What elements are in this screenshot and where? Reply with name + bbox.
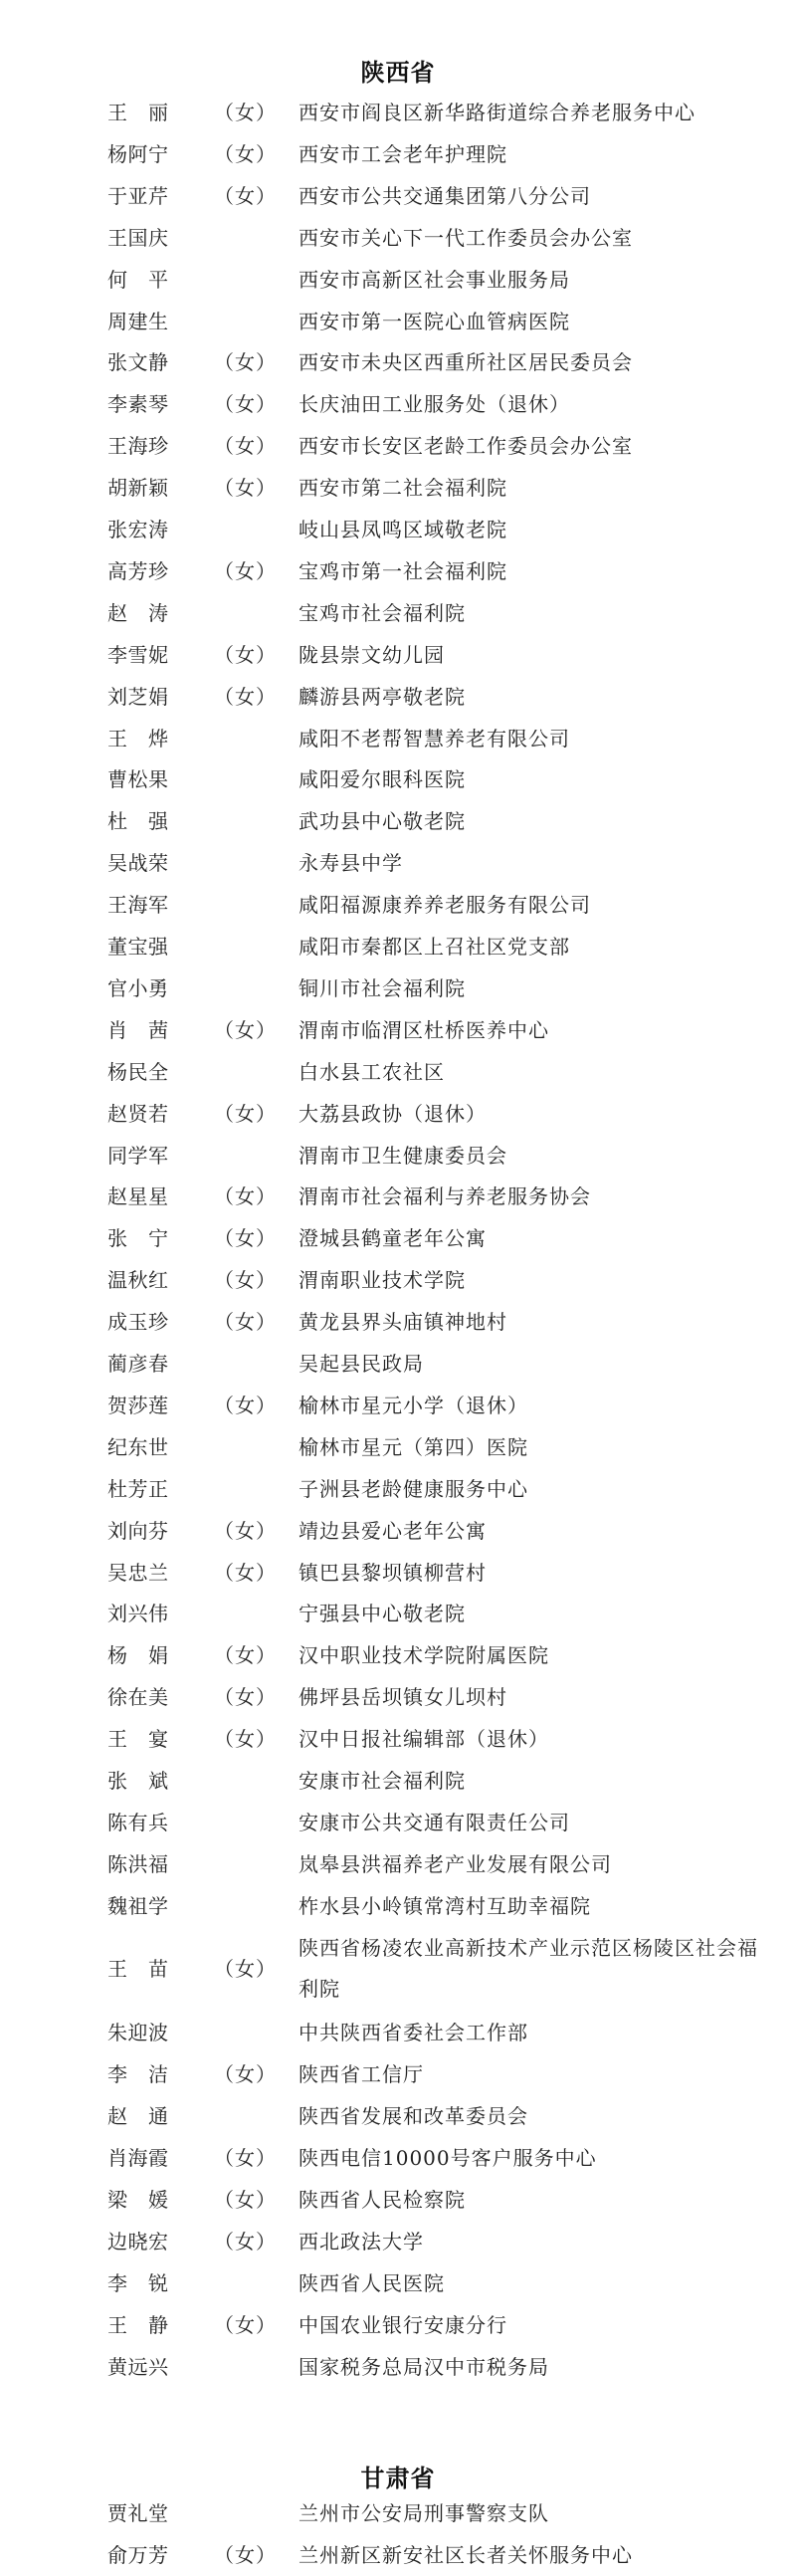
gender-mark: （女）	[214, 2188, 277, 2213]
person-name: 李 锐	[107, 2270, 169, 2295]
gender-mark: （女）	[214, 2543, 277, 2567]
gender-mark: （女）	[214, 141, 277, 166]
list-item	[0, 176, 796, 216]
person-name: 王国庆	[107, 225, 169, 250]
gender-mark: （女）	[214, 2229, 277, 2254]
gender-mark: （女）	[214, 476, 277, 501]
gender-mark: （女）	[214, 1685, 277, 1710]
list-item	[0, 1136, 796, 1176]
person-name: 徐在美	[107, 1685, 169, 1710]
person-name: 黄远兴	[107, 2354, 169, 2379]
list-item	[0, 1635, 796, 1675]
list-item	[0, 1511, 796, 1551]
organization: 咸阳不老帮智慧养老有限公司	[298, 726, 570, 751]
organization: 柞水县小岭镇常湾村互助幸福院	[298, 1893, 591, 1918]
list-item	[0, 1218, 796, 1258]
list-item	[0, 134, 796, 174]
organization: 国家税务总局汉中市税务局	[298, 2354, 549, 2379]
person-name: 张文静	[107, 350, 169, 375]
person-name: 杜芳正	[107, 1476, 169, 1501]
organization: 陕西省工信厅	[298, 2062, 424, 2087]
organization: 安康市社会福利院	[298, 1769, 466, 1793]
organization: 西安市第一医院心血管病医院	[298, 309, 570, 333]
organization: 兰州市公安局刑事警察支队	[298, 2501, 549, 2525]
organization: 白水县工农社区	[298, 1059, 445, 1084]
person-name: 官小勇	[107, 975, 169, 1000]
list-item	[0, 510, 796, 549]
list-item	[0, 2222, 796, 2261]
person-name: 王 宴	[107, 1727, 169, 1752]
organization: 武功县中心敬老院	[298, 809, 466, 834]
organization: 澄城县鹤童老年公寓	[298, 1226, 487, 1251]
organization: 宁强县中心敬老院	[298, 1602, 466, 1626]
person-name: 边晓宏	[107, 2229, 169, 2254]
list-item	[0, 677, 796, 717]
gender-mark: （女）	[214, 101, 277, 124]
person-name: 杨民全	[107, 1059, 169, 1084]
list-item	[0, 218, 796, 258]
list-item	[0, 2013, 796, 2052]
organization: 麟游县两亭敬老院	[298, 684, 466, 709]
person-name: 杨阿宁	[107, 141, 169, 166]
person-name: 肖海霞	[107, 2146, 169, 2171]
list-item	[0, 759, 796, 799]
list-item	[0, 1386, 796, 1425]
list-item	[0, 719, 796, 758]
person-name: 杨 娟	[107, 1643, 169, 1668]
organization: 永寿县中学	[298, 851, 403, 876]
organization: 子洲县老龄健康服务中心	[298, 1476, 528, 1501]
person-name: 李 洁	[107, 2062, 169, 2087]
organization: 西安市公共交通集团第八分公司	[298, 183, 591, 208]
person-name: 董宝强	[107, 935, 169, 959]
person-name: 王 烨	[107, 726, 169, 751]
gender-mark: （女）	[214, 1101, 277, 1126]
organization: 西安市工会老年护理院	[298, 141, 507, 166]
list-item	[0, 2263, 796, 2303]
organization: 长庆油田工业服务处（退休）	[298, 392, 570, 417]
gender-mark: （女）	[214, 558, 277, 583]
list-item	[0, 384, 796, 424]
organization: 镇巴县黎坝镇柳营村	[298, 1560, 487, 1585]
organization: 咸阳福源康养养老服务有限公司	[298, 893, 591, 918]
person-name: 王海珍	[107, 434, 169, 459]
gender-mark: （女）	[214, 684, 277, 709]
person-name: 赵 通	[107, 2104, 169, 2129]
list-item	[0, 2096, 796, 2136]
person-name: 贺莎莲	[107, 1393, 169, 1417]
list-item	[0, 1553, 796, 1593]
organization: 兰州新区新安社区长者关怀服务中心	[298, 2543, 633, 2567]
person-name: 胡新颖	[107, 476, 169, 501]
gender-mark: （女）	[214, 2312, 277, 2337]
organization: 黄龙县界头庙镇神地村	[298, 1310, 507, 1335]
list-item	[0, 426, 796, 466]
gender-mark: （女）	[214, 1310, 277, 1335]
organization: 陕西电信10000号客户服务中心	[298, 2146, 597, 2171]
gender-mark: （女）	[214, 1518, 277, 1543]
list-item	[0, 635, 796, 675]
gender-mark: （女）	[214, 183, 277, 208]
list-item	[0, 1886, 796, 1926]
list-item	[0, 1427, 796, 1467]
organization: 汉中职业技术学院附属医院	[298, 1643, 549, 1668]
organization: 渭南市卫生健康委员会	[298, 1143, 507, 1168]
person-name: 刘兴伟	[107, 1602, 169, 1626]
person-name: 张宏涛	[107, 518, 169, 541]
organization: 安康市公共交通有限责任公司	[298, 1810, 570, 1834]
gender-mark: （女）	[214, 642, 277, 667]
person-name: 同学军	[107, 1143, 169, 1168]
organization: 岚皋县洪福养老产业发展有限公司	[298, 1851, 612, 1876]
list-item	[0, 1344, 796, 1384]
gender-mark: （女）	[214, 1184, 277, 1209]
person-name: 李雪妮	[107, 642, 169, 667]
organization: 咸阳市秦都区上召社区党支部	[298, 935, 570, 959]
list-item	[0, 260, 796, 300]
gender-mark: （女）	[214, 1727, 277, 1752]
list-item	[0, 1594, 796, 1633]
person-name: 赵星星	[107, 1184, 169, 1209]
organization: 陕西省杨凌农业高新技术产业示范区杨陵区社会福利院	[298, 1935, 758, 2001]
person-name: 张 宁	[107, 1226, 169, 1251]
list-item	[0, 1260, 796, 1300]
organization: 西安市高新区社会事业服务局	[298, 267, 570, 292]
organization: 中国农业银行安康分行	[298, 2312, 507, 2337]
person-name: 李素琴	[107, 392, 169, 417]
person-name: 刘向芬	[107, 1518, 169, 1543]
list-item	[0, 801, 796, 841]
list-item	[0, 2305, 796, 2345]
organization: 榆林市星元（第四）医院	[298, 1434, 528, 1459]
person-name: 王 静	[107, 2312, 169, 2337]
organization: 陇县崇文幼儿园	[298, 642, 445, 667]
gender-mark: （女）	[214, 1643, 277, 1668]
list-item	[0, 1928, 796, 2010]
gender-mark: （女）	[214, 1393, 277, 1417]
list-item	[0, 1052, 796, 1092]
organization: 渭南市临渭区杜桥医养中心	[298, 1017, 549, 1042]
organization: 佛坪县岳坝镇女儿坝村	[298, 1685, 507, 1710]
organization: 咸阳爱尔眼科医院	[298, 767, 466, 792]
organization: 西安市第二社会福利院	[298, 476, 507, 501]
organization: 吴起县民政局	[298, 1352, 424, 1376]
gender-mark: （女）	[214, 434, 277, 459]
organization: 中共陕西省委社会工作部	[298, 2021, 528, 2045]
organization: 西安市长安区老龄工作委员会办公室	[298, 434, 633, 459]
person-name: 杜 强	[107, 809, 169, 834]
list-item	[0, 2180, 796, 2220]
person-name: 王 丽	[107, 101, 169, 124]
person-name: 吴战荣	[107, 851, 169, 876]
organization: 西安市阎良区新华路街道综合养老服务中心	[298, 101, 696, 124]
organization: 西安市未央区西重所社区居民委员会	[298, 350, 633, 375]
list-item	[0, 2535, 796, 2575]
person-name: 赵贤若	[107, 1101, 169, 1126]
person-name: 王 苗	[107, 1956, 169, 1981]
organization: 宝鸡市第一社会福利院	[298, 558, 507, 583]
organization: 渭南职业技术学院	[298, 1268, 466, 1293]
person-name: 俞万芳	[107, 2543, 169, 2567]
list-item	[0, 2054, 796, 2094]
person-name: 梁 媛	[107, 2188, 169, 2213]
gender-mark: （女）	[214, 2146, 277, 2171]
list-item	[0, 968, 796, 1008]
person-name: 曹松果	[107, 767, 169, 792]
gender-mark: （女）	[214, 1956, 277, 1981]
person-name: 周建生	[107, 309, 169, 333]
organization: 宝鸡市社会福利院	[298, 600, 466, 625]
person-name: 陈有兵	[107, 1810, 169, 1834]
organization: 岐山县凤鸣区域敬老院	[298, 518, 507, 541]
section-title-shaanxi: 陕西省	[360, 58, 436, 87]
list-item	[0, 843, 796, 883]
list-item	[0, 885, 796, 925]
gender-mark: （女）	[214, 1560, 277, 1585]
gender-mark: （女）	[214, 392, 277, 417]
list-item	[0, 1469, 796, 1509]
organization: 渭南市社会福利与养老服务协会	[298, 1184, 591, 1209]
person-name: 于亚芹	[107, 183, 169, 208]
gender-mark: （女）	[214, 350, 277, 375]
gender-mark: （女）	[214, 2062, 277, 2087]
person-name: 刘芝娟	[107, 684, 169, 709]
list-item	[0, 551, 796, 591]
list-item	[0, 1177, 796, 1216]
person-name: 贾礼堂	[107, 2501, 169, 2525]
organization: 汉中日报社编辑部（退休）	[298, 1727, 549, 1752]
person-name: 纪东世	[107, 1434, 169, 1459]
section-title-gansu: 甘肃省	[360, 2464, 436, 2492]
list-item	[0, 468, 796, 508]
list-item	[0, 342, 796, 382]
list-item	[0, 593, 796, 633]
organization: 陕西省人民检察院	[298, 2188, 466, 2213]
gender-mark: （女）	[214, 1226, 277, 1251]
person-name: 蔺彦春	[107, 1352, 169, 1376]
person-name: 朱迎波	[107, 2021, 169, 2045]
organization: 大荔县政协（退休）	[298, 1101, 487, 1126]
person-name: 何 平	[107, 267, 169, 292]
person-name: 魏祖学	[107, 1893, 169, 1918]
organization: 陕西省人民医院	[298, 2270, 445, 2295]
list-item	[0, 2493, 796, 2533]
person-name: 吴忠兰	[107, 1560, 169, 1585]
person-name: 高芳珍	[107, 558, 169, 583]
list-item	[0, 927, 796, 966]
person-name: 成玉珍	[107, 1310, 169, 1335]
list-item	[0, 1803, 796, 1842]
list-item	[0, 1761, 796, 1801]
person-name: 王海军	[107, 893, 169, 918]
person-name: 温秋红	[107, 1268, 169, 1293]
gender-mark: （女）	[214, 1268, 277, 1293]
organization: 西北政法大学	[298, 2229, 424, 2254]
list-item	[0, 2347, 796, 2387]
list-item	[0, 1844, 796, 1884]
organization: 榆林市星元小学（退休）	[298, 1393, 528, 1417]
person-name: 赵 涛	[107, 600, 169, 625]
person-name: 肖 茜	[107, 1017, 169, 1042]
list-item	[0, 93, 796, 132]
list-item	[0, 1719, 796, 1759]
list-item	[0, 2138, 796, 2178]
list-item	[0, 1010, 796, 1050]
list-item	[0, 302, 796, 341]
list-item	[0, 1302, 796, 1342]
organization: 靖边县爱心老年公寓	[298, 1518, 487, 1543]
list-item	[0, 1677, 796, 1717]
gender-mark: （女）	[214, 1017, 277, 1042]
list-item	[0, 1094, 796, 1134]
organization: 陕西省发展和改革委员会	[298, 2104, 528, 2129]
organization: 西安市关心下一代工作委员会办公室	[298, 225, 633, 250]
organization: 铜川市社会福利院	[298, 975, 466, 1000]
person-name: 张 斌	[107, 1769, 169, 1793]
person-name: 陈洪福	[107, 1851, 169, 1876]
